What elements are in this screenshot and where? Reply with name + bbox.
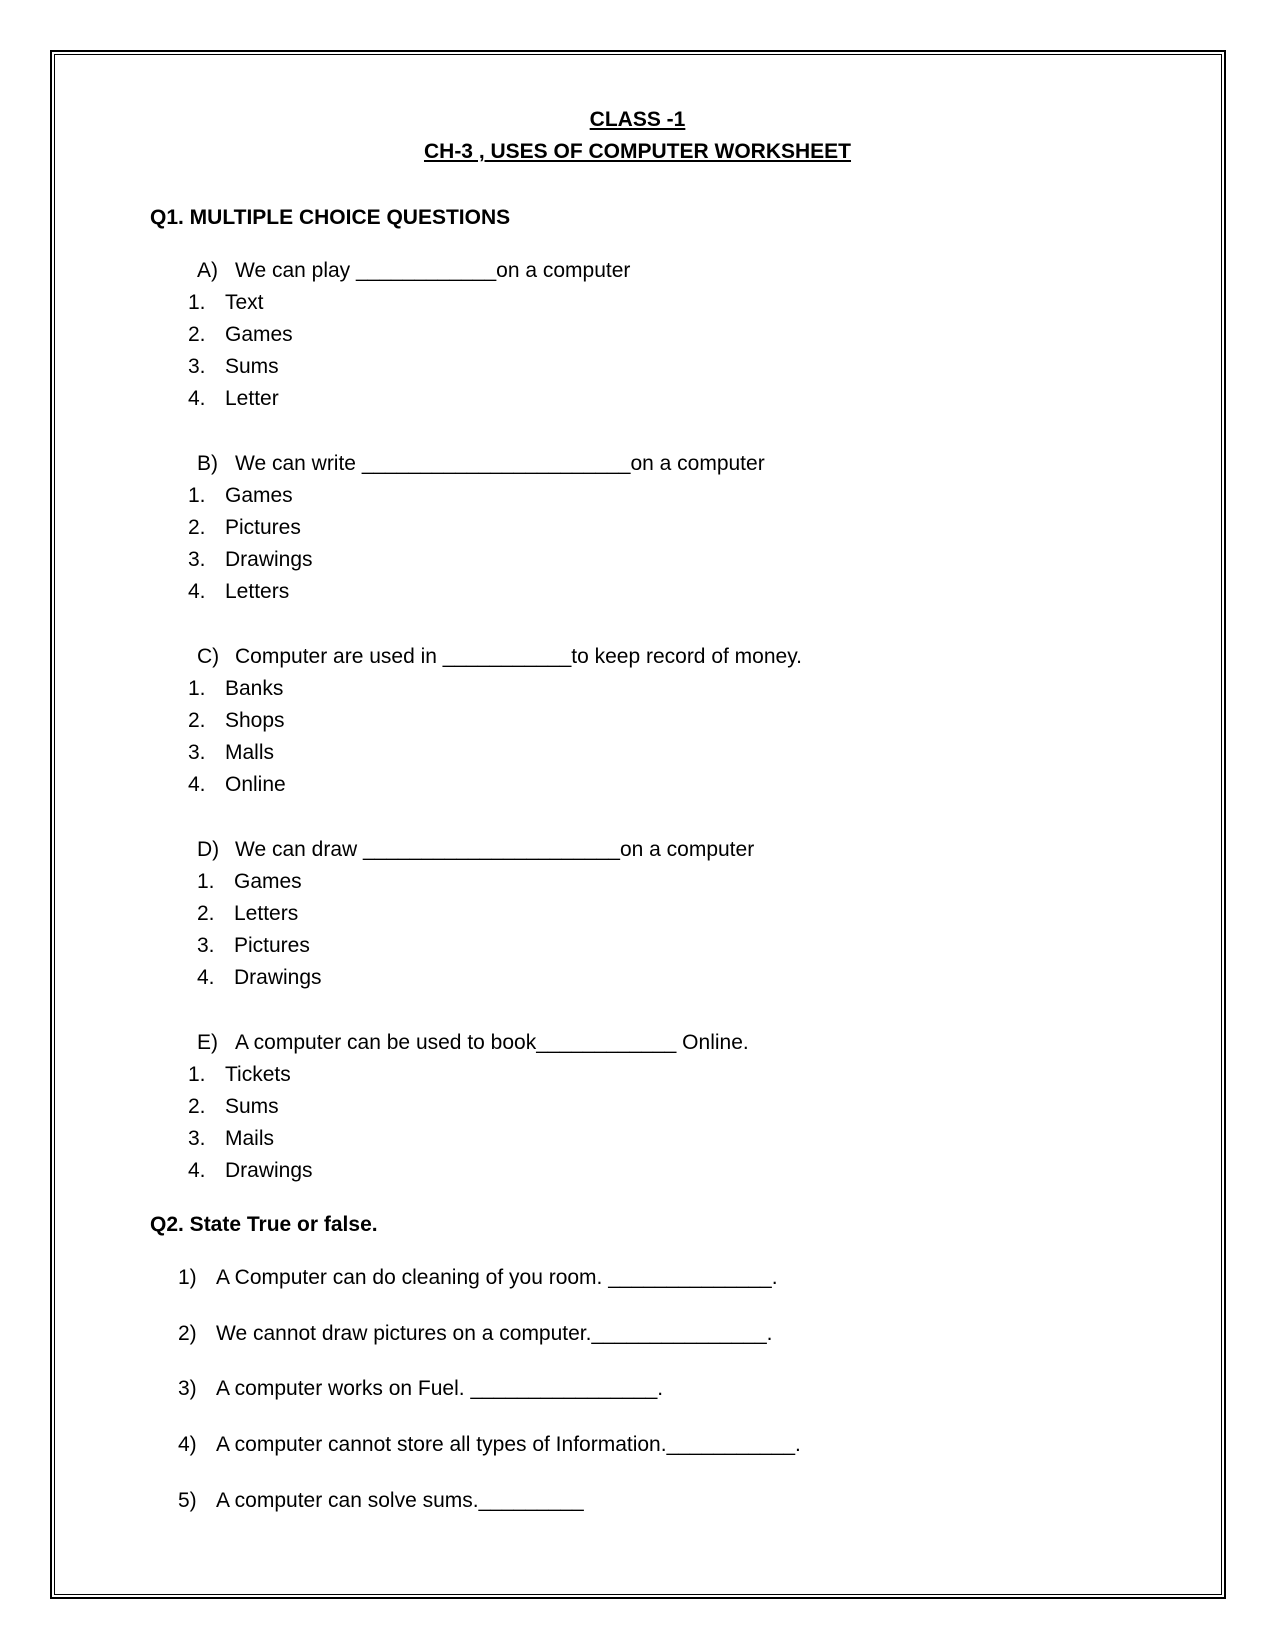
question-text: We can draw ______________________on a computer [235,838,755,861]
question-b-option-1: 1. Games [188,484,293,507]
question-a-option-4: 4. Letter [188,387,279,410]
question-a-option-2: 2. Games [188,323,293,346]
true-false-item-5: 5) A computer can solve sums._________ [178,1489,584,1512]
true-false-item-1: 1) A Computer can do cleaning of you room. ______________. [178,1266,778,1289]
question-c-option-4: 4. Online [188,773,286,796]
question-d-option-3: 3. Pictures [197,934,310,957]
true-false-item-2: 2) We cannot draw pictures on a computer._______________. [178,1322,773,1345]
question-text: A computer can be used to book____________ Online. [235,1031,749,1054]
question-e-option-4: 4. Drawings [188,1159,313,1182]
q1-heading: Q1. MULTIPLE CHOICE QUESTIONS [150,206,511,229]
question-e-stem [197,1030,749,1056]
q2-heading: Q2. State True or false. [150,1213,378,1236]
question-label: E) [197,1031,218,1054]
question-b-option-4: 4. Letters [188,580,290,603]
question-d-option-2: 2. Letters [197,902,299,925]
question-c-option-2: 2. Shops [188,709,285,732]
question-a-option-3: 3. Sums [188,355,279,378]
worksheet-class-title: CLASS -1 [589,108,686,131]
question-a-option-1: 1. Text [188,291,264,314]
question-text: Computer are used in ___________to keep record of money. [235,645,802,668]
question-e-option-1: 1. Tickets [188,1063,291,1086]
question-c-option-1: 1. Banks [188,677,284,700]
question-text: We can write _______________________on a computer [235,452,765,475]
question-e-option-3: 3. Mails [188,1127,275,1150]
question-d-stem [197,837,754,863]
page-border-inner [54,54,1222,1595]
question-d-option-4: 4. Drawings [197,966,322,989]
question-e-option-2: 2. Sums [188,1095,279,1118]
question-d-option-1: 1. Games [197,870,302,893]
question-b-stem [197,451,765,477]
worksheet-chapter-title: CH-3 , USES OF COMPUTER WORKSHEET [423,140,852,163]
question-b-option-3: 3. Drawings [188,548,313,571]
question-a-stem [197,258,630,284]
question-c-option-3: 3. Malls [188,741,275,764]
question-label: D) [197,838,220,861]
question-b-option-2: 2. Pictures [188,516,301,539]
question-c-stem [197,644,802,670]
true-false-item-4: 4) A computer cannot store all types of Information.___________. [178,1433,801,1456]
question-text: We can play ____________on a computer [235,259,631,282]
question-label: C) [197,645,220,668]
question-label: A) [197,259,218,282]
question-label: B) [197,452,218,475]
true-false-item-3: 3) A computer works on Fuel. ________________. [178,1377,664,1400]
